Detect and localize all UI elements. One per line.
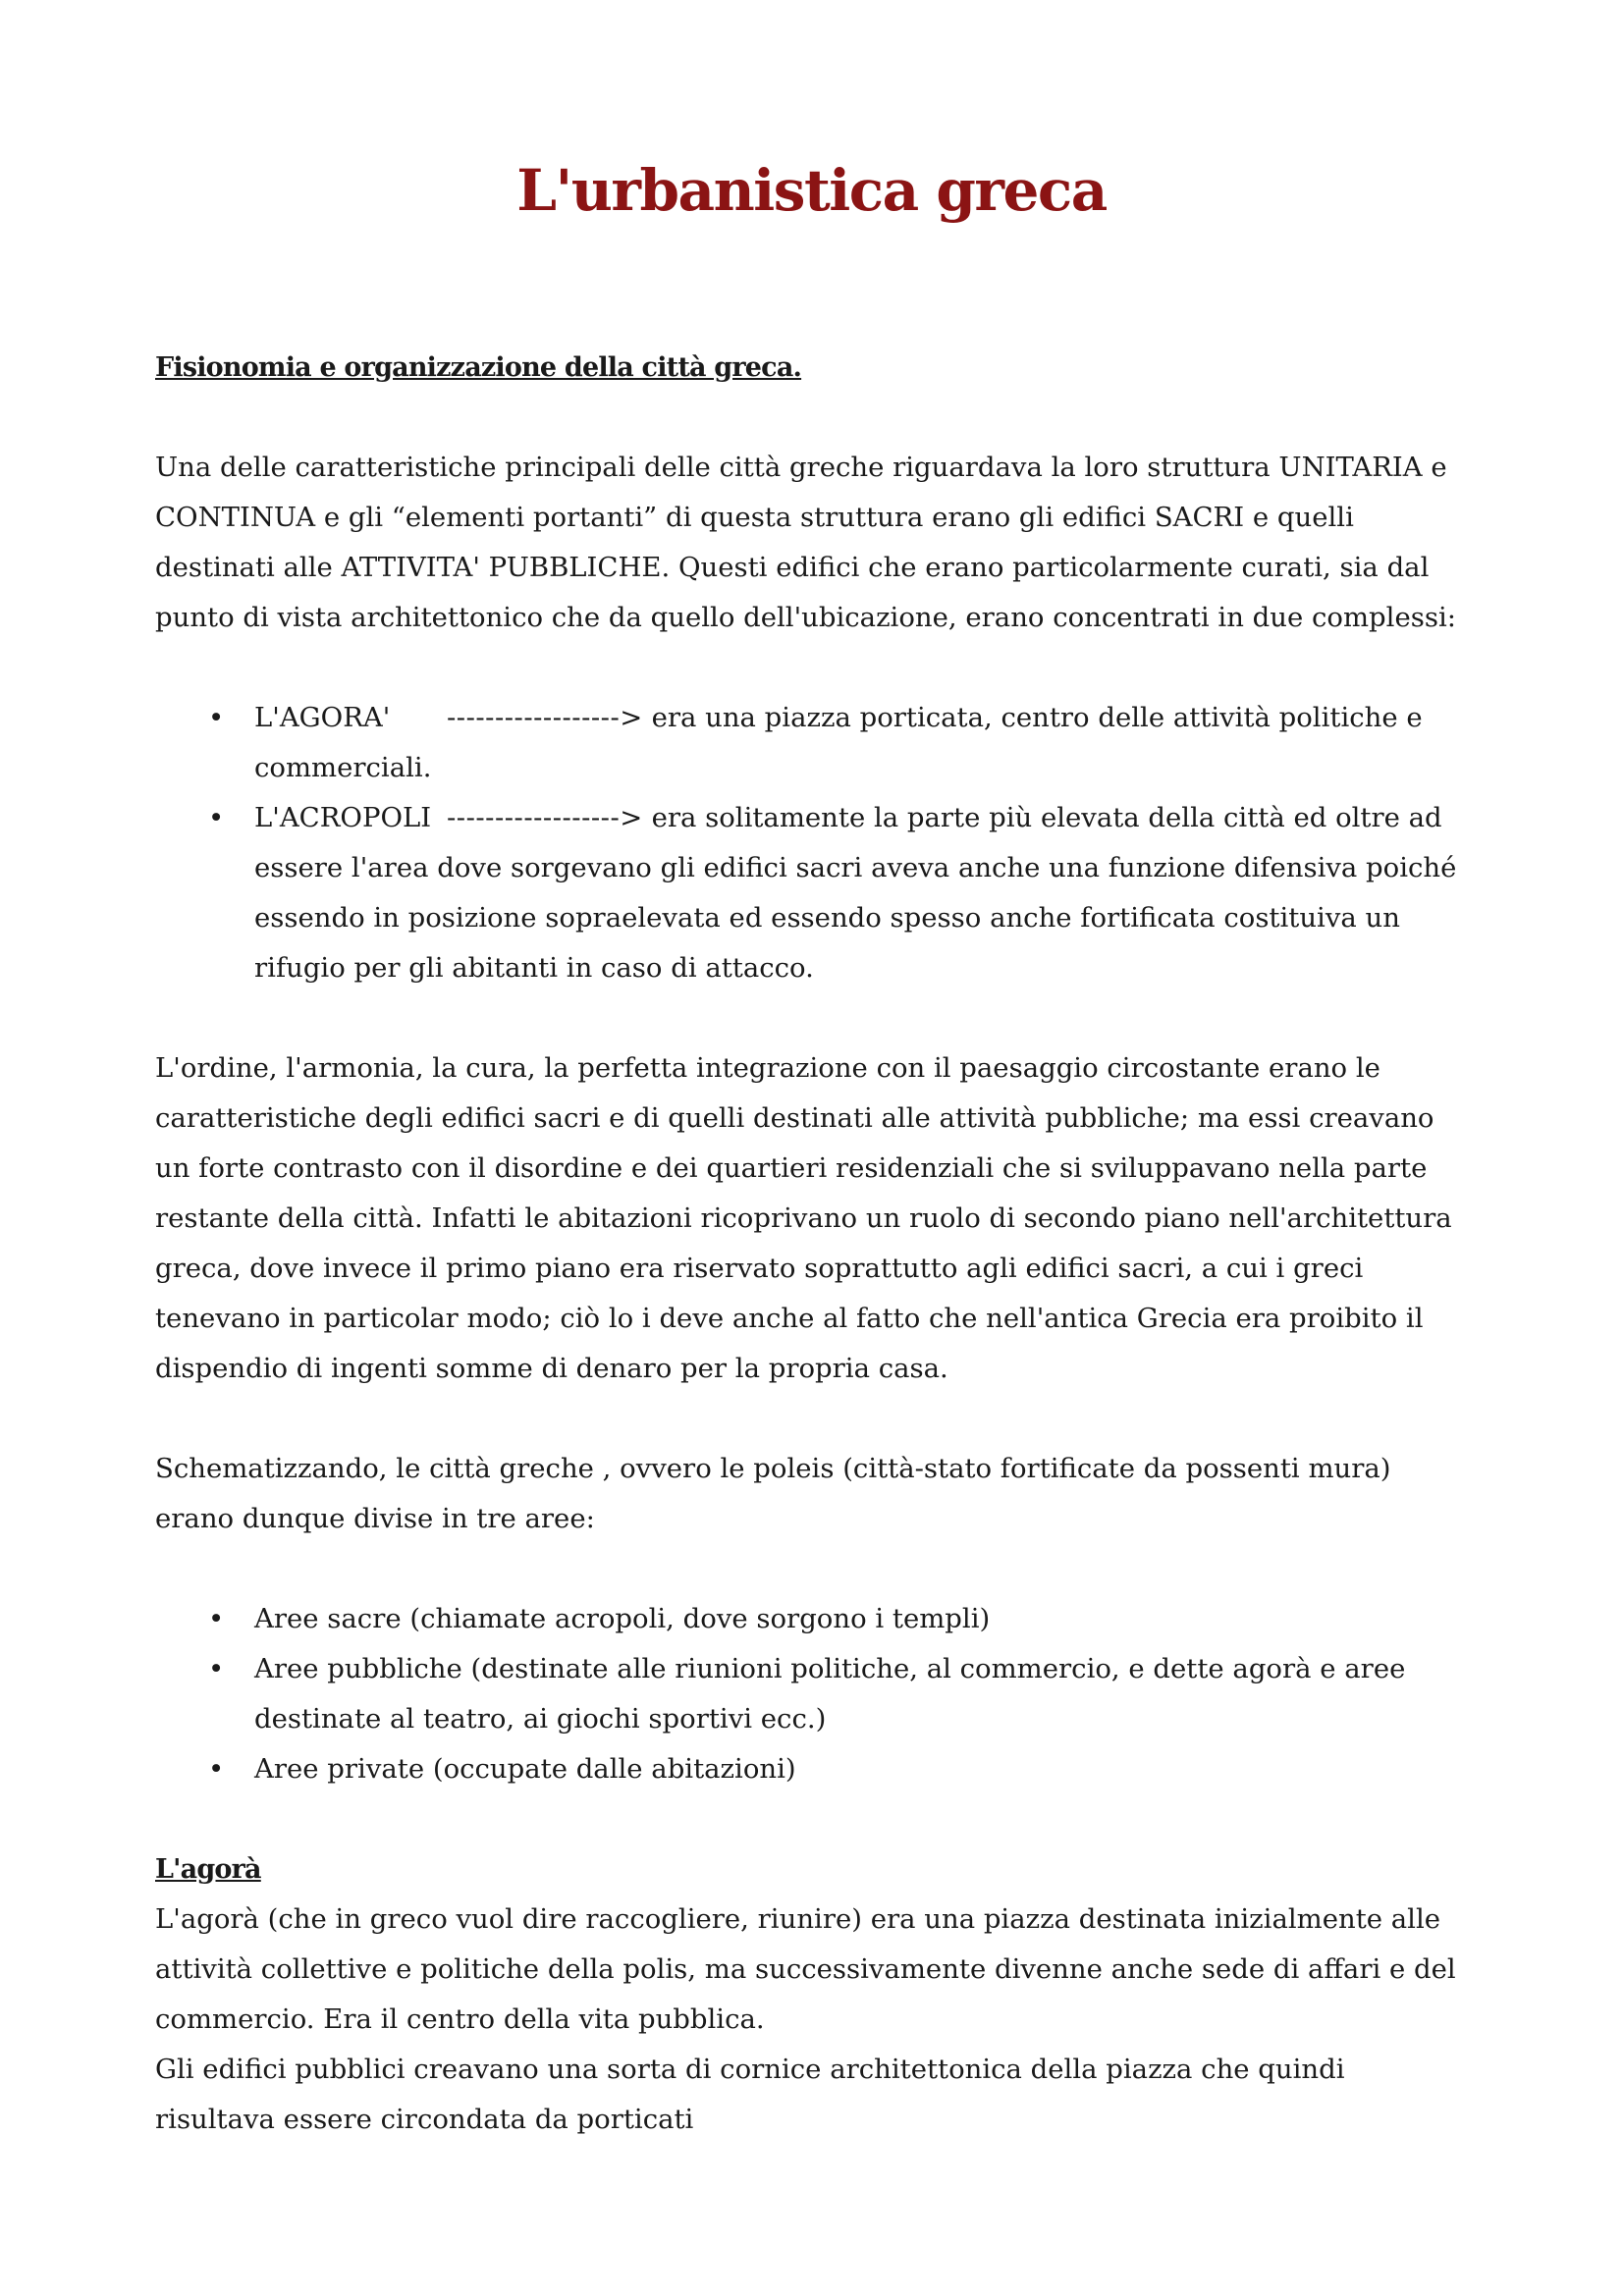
bullet-icon: •: [208, 1603, 225, 1634]
intro-paragraph: Una delle caratteristiche principali delle città greche riguardava la loro struttura UNITARIA e CONTINUA e gli “elementi portanti” di questa struttura erano gli edifici SACRI e quelli destinati alle ATTIVITA' PUBBLICHE. Questi edifici che erano particolarmente curati, sia dal punto di vista architettonico che da quello dell'ubicazione, erano concentrati in due complessi:: [155, 452, 1457, 633]
area-text: Aree private (occupate dalle abitazioni): [254, 1753, 796, 1785]
area-text: Aree pubbliche (destinate alle riunioni politiche, al commercio, e dette agorà e aree destinate al teatro, ai giochi sportivi ecc.): [254, 1653, 1406, 1735]
porticati-paragraph: Gli edifici pubblici creavano una sorta di cornice architettonica della piazza che quindi risultava essere circondata da porticati: [155, 2054, 1345, 2135]
complex-description: era una piazza porticata, centro delle attività politiche e commerciali.: [254, 702, 1423, 783]
document-body: [155, 343, 1471, 2145]
document-title: L'urbanistica greca: [516, 157, 1107, 224]
section-heading-agora: L'agorà: [155, 1854, 261, 1885]
schema-paragraph: Schematizzando, le città greche , ovvero le poleis (città-stato fortificate da possenti mura) erano dunque divise in tre aree:: [155, 1453, 1391, 1534]
area-text: Aree sacre (chiamate acropoli, dove sorgono i templi): [254, 1603, 991, 1634]
bullet-icon: •: [208, 702, 225, 733]
arrow-icon: ------------------>: [447, 702, 643, 733]
agora-paragraph: L'agorà (che in greco vuol dire raccogliere, riunire) era una piazza destinata inizialmente alle attività collettive e politiche della polis, ma successivamente divenne anche sede di affari e del commercio. Era il centro della vita pubblica.: [155, 1903, 1456, 2035]
areas-list: [155, 1594, 1471, 1794]
complex-term: L'AGORA': [254, 702, 391, 733]
complex-term: L'ACROPOLI: [254, 802, 432, 833]
complex-description: era solitamente la parte più elevata della città ed oltre ad essere l'area dove sorgevano gli edifici sacri aveva anche una funzione difensiva poiché essendo in posizione sopraelevata ed essendo spesso anche fortificata costituiva un rifugio per gli abitanti in caso di attacco.: [254, 802, 1457, 984]
arrow-icon: ------------------>: [447, 802, 643, 833]
list-item: [155, 1644, 1471, 1744]
list-item: [155, 793, 1471, 993]
section-heading-fisionomia: Fisionomia e organizzazione della città greca.: [155, 352, 802, 383]
order-paragraph: L'ordine, l'armonia, la cura, la perfetta integrazione con il paesaggio circostante erano le caratteristiche degli edifici sacri e di quelli destinati alle attività pubbliche; ma essi creavano un forte contrasto con il disordine e dei quartieri residenziali che si sviluppavano nella parte restante della città. Infatti le abitazioni ricoprivano un ruolo di secondo piano nell'architettura greca, dove invece il primo piano era riservato soprattutto agli edifici sacri, a cui i greci tenevano in particolar modo; ciò lo i deve anche al fatto che nell'antica Grecia era proibito il dispendio di ingenti somme di denaro per la propria casa.: [155, 1052, 1452, 1384]
list-item: [155, 1744, 1471, 1794]
bullet-icon: •: [208, 802, 225, 833]
list-item: [155, 693, 1471, 793]
bullet-icon: •: [208, 1653, 225, 1684]
list-item: [155, 1594, 1471, 1644]
bullet-icon: •: [208, 1753, 225, 1785]
complexes-list: [155, 693, 1471, 993]
